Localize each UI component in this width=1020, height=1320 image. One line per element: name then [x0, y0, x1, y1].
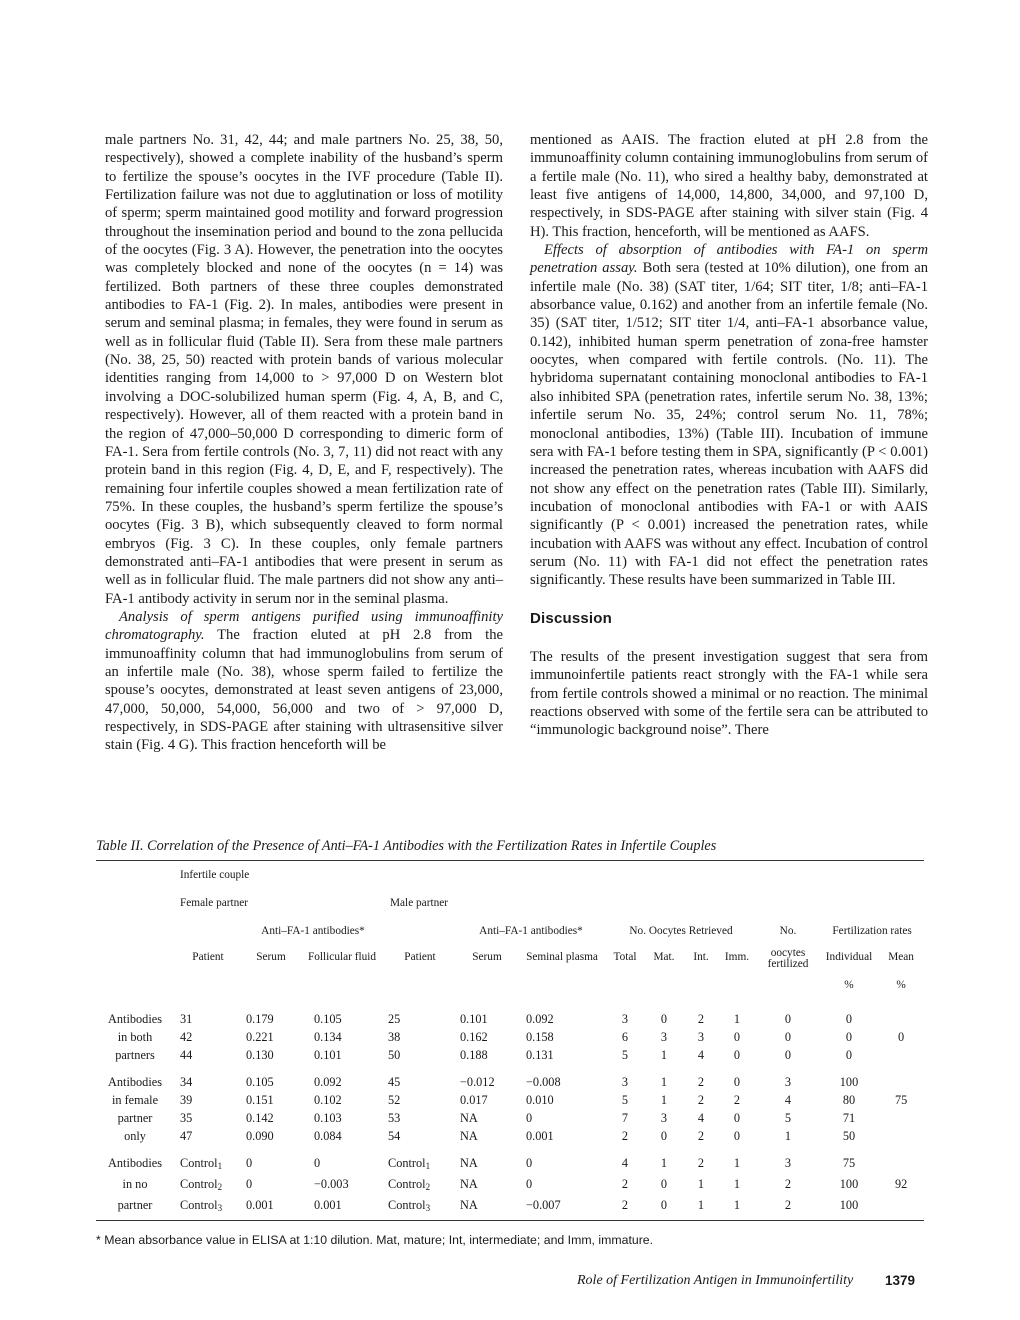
- male-serum: NA: [460, 1111, 478, 1125]
- table-row: [96, 1010, 924, 1028]
- header-percent-individual: %: [844, 979, 854, 991]
- oocytes-total: 7: [621, 1111, 629, 1125]
- header-percent-mean: %: [896, 979, 906, 991]
- table-footnote: * Mean absorbance value in ELISA at 1:10 dilution. Mat, mature; Int, intermediate; and Imm, immature.: [96, 1233, 654, 1247]
- rate-mean: [878, 1196, 924, 1217]
- oocytes-immature: 0: [733, 1030, 741, 1044]
- rate-mean: [878, 1046, 924, 1064]
- subsection-title-absorption: Effects of absorption of antibodies with FA-1 on sperm penetration assay.: [530, 242, 928, 277]
- rate-mean: [878, 1109, 924, 1127]
- oocytes-mature: 1: [660, 1048, 668, 1062]
- female-serum: 0.130: [246, 1048, 274, 1062]
- seminal-plasma: 0.158: [526, 1030, 554, 1044]
- follicular-fluid: 0.103: [314, 1111, 342, 1125]
- rate-mean: [878, 1010, 924, 1028]
- oocytes-total: 6: [621, 1030, 629, 1044]
- oocytes-mature: 0: [660, 1129, 668, 1143]
- group-spacer: [96, 1064, 924, 1073]
- header-female-partner: Female partner: [180, 897, 249, 909]
- header-imm: Imm.: [724, 951, 750, 963]
- header-follicular-fluid: Follicular fluid: [307, 951, 377, 963]
- right-paragraph-1: mentioned as AAIS. The fraction eluted at pH 2.8 from the immunoaffinity column containing immunoglobulins from serum of a fertile male (No. 11), who sired a healthy baby, demonstrated at least five antigens of 14,000, 14,800, 34,000, and 97,100 D, respectively, in SDS-PAGE after staining with silver stain (Fig. 4 H). This fraction, henceforth, will be mentioned as AAFS.: [530, 132, 928, 240]
- oocytes-immature: 0: [733, 1129, 741, 1143]
- female-patient: 34: [180, 1075, 193, 1089]
- oocytes-mature: 1: [660, 1093, 668, 1107]
- male-patient: 53: [388, 1111, 401, 1125]
- rate-mean: 75: [894, 1093, 908, 1107]
- running-head: Role of Fertilization Antigen in Immunoinfertility: [577, 1273, 854, 1288]
- rate-mean: [878, 1127, 924, 1145]
- male-patient: 38: [388, 1030, 401, 1044]
- group-label: in no: [122, 1177, 148, 1191]
- oocytes-immature: 0: [733, 1048, 741, 1062]
- header-anti-fa1-male: Anti–FA-1 antibodies*: [479, 925, 583, 937]
- follicular-fluid: 0.001: [314, 1198, 342, 1212]
- header-mean: Mean: [888, 951, 914, 963]
- table-row: [96, 1028, 924, 1046]
- rate-individual: 0: [845, 1048, 853, 1062]
- table-row: [96, 1091, 924, 1109]
- header-patient-female: Patient: [192, 951, 224, 963]
- oocytes-mature: 0: [660, 1177, 668, 1191]
- oocytes-intermediate: 2: [697, 1129, 705, 1143]
- oocytes-immature: 1: [733, 1156, 741, 1170]
- female-serum: 0.142: [246, 1111, 274, 1125]
- oocytes-immature: 0: [733, 1111, 741, 1125]
- follicular-fluid: 0: [314, 1156, 321, 1170]
- female-serum: 0.179: [246, 1012, 274, 1026]
- header-total: Total: [613, 951, 637, 963]
- header-oocytes-retrieved: No. Oocytes Retrieved: [629, 925, 733, 937]
- left-paragraph-2: [105, 608, 503, 755]
- female-patient: 44: [180, 1048, 193, 1062]
- oocytes-mature: 1: [660, 1156, 668, 1170]
- male-serum: 0.162: [460, 1030, 488, 1044]
- male-serum: −0.012: [460, 1075, 495, 1089]
- oocytes-intermediate: 4: [697, 1111, 705, 1125]
- header-int: Int.: [693, 951, 709, 963]
- female-serum: 0: [246, 1177, 253, 1191]
- male-serum: NA: [460, 1129, 478, 1143]
- rate-individual: 50: [842, 1129, 856, 1143]
- follicular-fluid: 0.092: [314, 1075, 342, 1089]
- oocytes-total: 3: [621, 1075, 629, 1089]
- header-oocytes-fertilized: oocytes fertilized: [767, 947, 809, 970]
- male-patient: 45: [388, 1075, 401, 1089]
- oocytes-total: 2: [621, 1198, 629, 1212]
- seminal-plasma: 0.001: [526, 1129, 554, 1143]
- female-patient: 31: [180, 1012, 193, 1026]
- left-paragraph-2-body: The fraction eluted at pH 2.8 from the immunoaffinity column that had immunoglobulins from serum of an infertile male (No. 38), whose sperm failed to fertilize the spouse’s oocytes, demonstrated at least seven antigens of 23,000, 47,000, 50,000, 54,000, 56,000 and two of > 97,000 D, respectively, in SDS-PAGE after staining with ultrasensitive silver stain (Fig. 4 G). This fraction henceforth will be: [105, 627, 503, 754]
- male-serum: 0.188: [460, 1048, 488, 1062]
- header-anti-fa1-female: Anti–FA-1 antibodies*: [261, 925, 365, 937]
- oocytes-mature: 1: [660, 1075, 668, 1089]
- discussion-heading: Discussion: [530, 609, 613, 627]
- seminal-plasma: 0: [526, 1156, 533, 1170]
- table-row: [96, 1046, 924, 1064]
- follicular-fluid: 0.101: [314, 1048, 342, 1062]
- right-paragraph-2: [530, 241, 928, 590]
- seminal-plasma: 0.131: [526, 1048, 554, 1062]
- female-patient: 39: [180, 1093, 193, 1107]
- table-bottom-rule: [96, 1220, 924, 1221]
- left-paragraph-1: male partners No. 31, 42, 44; and male partners No. 25, 38, 50, respectively), showed a complete inability of the husband’s sperm to fertilize the spouse’s oocytes in the IVF procedure (Table II). Fertilization failure was not due to agglutination or loss of motility of sperm; sperm maintained good motility and forward progression throughout the insemination period and bound to the zona pellucida of the oocytes (Fig. 3 A). However, the penetration into the oocytes was completely blocked and none of the oocytes (n = 14) was fertilized. Both partners of these three couples demonstrated antibodies to FA-1 (Fig. 2). In males, antibodies were present in serum and seminal plasma; in females, they were found in serum as well as in follicular fluid (Table II). Sera from these male partners (No. 38, 25, 50) reacted with protein bands of various molecular identities ranging from 14,000 to > 97,000 D on Western blot involving a DOC-solubilized human sperm (Fig. 4, A, B, and C, respectively). However, all of them reacted with a protein band in the region of 47,000–50,000 D corresponding to dimeric form of FA-1. Sera from fertile controls (No. 3, 7, 11) did not react with any protein band in this region (Fig. 4, D, E, and F, respectively). The remaining four infertile couples showed a mean fertilization rate of 75%. In these couples, the husband’s sperm fertilize the spouse’s oocytes (Fig. 3 B), which subsequently cleaved to form normal embryos (Fig. 3 C). In these couples, only female partners demonstrated anti–FA-1 antibodies that were present in serum as well as in follicular fluid. The male partners did not show any anti–FA-1 antibody activity in serum nor in the seminal plasma.: [105, 132, 503, 607]
- male-patient: Control$_3$: [388, 1198, 431, 1213]
- oocytes-intermediate: 1: [697, 1177, 705, 1191]
- seminal-plasma: −0.008: [526, 1075, 561, 1089]
- rate-individual: 75: [842, 1156, 856, 1170]
- male-serum: 0.101: [460, 1012, 488, 1026]
- oocytes-fertilized: 0: [784, 1030, 792, 1044]
- oocytes-immature: 0: [733, 1075, 741, 1089]
- seminal-plasma: −0.007: [526, 1198, 561, 1212]
- header-mat: Mat.: [653, 951, 675, 963]
- oocytes-intermediate: 2: [697, 1012, 705, 1026]
- oocytes-total: 2: [621, 1177, 629, 1191]
- female-serum: 0.151: [246, 1093, 274, 1107]
- group-label: Antibodies: [108, 1075, 162, 1089]
- female-serum: 0: [246, 1156, 253, 1170]
- oocytes-fertilized: 2: [784, 1198, 792, 1212]
- table-ii: [96, 866, 924, 1217]
- table-row: [96, 1154, 924, 1175]
- female-patient: Control$_1$: [180, 1156, 223, 1171]
- male-serum: NA: [460, 1156, 478, 1170]
- oocytes-fertilized: 1: [784, 1129, 792, 1143]
- male-patient: 25: [388, 1012, 401, 1026]
- left-column: [105, 131, 503, 755]
- oocytes-total: 5: [621, 1093, 629, 1107]
- table-row: [96, 1073, 924, 1091]
- header-serum-female: Serum: [256, 951, 286, 963]
- oocytes-intermediate: 4: [697, 1048, 705, 1062]
- rate-individual: 80: [842, 1093, 856, 1107]
- follicular-fluid: 0.084: [314, 1129, 342, 1143]
- table-caption: Table II. Correlation of the Presence of Anti–FA-1 Antibodies with the Fertilization Rates in Infertile Couples: [96, 838, 717, 854]
- rate-individual: 0: [845, 1012, 853, 1026]
- table-row: [96, 1127, 924, 1145]
- oocytes-fertilized: 3: [784, 1075, 792, 1089]
- female-patient: 47: [180, 1129, 193, 1143]
- female-serum: 0.105: [246, 1075, 274, 1089]
- group-label: in female: [111, 1093, 159, 1107]
- male-patient: Control$_1$: [388, 1156, 431, 1171]
- female-serum: 0.001: [246, 1198, 274, 1212]
- oocytes-total: 3: [621, 1012, 629, 1026]
- female-serum: 0.090: [246, 1129, 274, 1143]
- oocytes-fertilized: 0: [784, 1048, 792, 1062]
- oocytes-intermediate: 2: [697, 1075, 705, 1089]
- female-patient: 35: [180, 1111, 193, 1125]
- oocytes-mature: 0: [660, 1198, 668, 1212]
- seminal-plasma: 0.010: [526, 1093, 554, 1107]
- male-serum: NA: [460, 1198, 478, 1212]
- male-serum: 0.017: [460, 1093, 488, 1107]
- oocytes-intermediate: 2: [697, 1156, 705, 1170]
- rate-individual: 100: [839, 1075, 859, 1089]
- header-serum-male: Serum: [472, 951, 502, 963]
- rate-mean: 92: [894, 1177, 908, 1191]
- female-serum: 0.221: [246, 1030, 274, 1044]
- subsection-title-immunoaffinity: Analysis of sperm antigens purified using immunoaffinity chromatography.: [105, 608, 503, 644]
- oocytes-fertilized: 2: [784, 1177, 792, 1191]
- female-patient: Control$_3$: [180, 1198, 223, 1213]
- table-row: [96, 1175, 924, 1196]
- oocytes-immature: 1: [733, 1177, 741, 1191]
- right-column: [530, 131, 928, 740]
- oocytes-mature: 3: [660, 1030, 668, 1044]
- oocytes-mature: 3: [660, 1111, 668, 1125]
- oocytes-total: 2: [621, 1129, 629, 1143]
- header-seminal-plasma: Seminal plasma: [526, 951, 598, 963]
- table-row: [96, 1196, 924, 1217]
- oocytes-fertilized: 0: [784, 1012, 792, 1026]
- rate-individual: 100: [839, 1198, 859, 1212]
- oocytes-total: 4: [621, 1156, 629, 1170]
- header-no: No.: [779, 925, 797, 937]
- header-patient-male: Patient: [404, 951, 436, 963]
- female-patient: Control$_2$: [180, 1177, 223, 1192]
- follicular-fluid: 0.134: [314, 1030, 342, 1044]
- group-label: Antibodies: [108, 1012, 162, 1026]
- page-number: 1379: [885, 1273, 916, 1288]
- rate-individual: 100: [839, 1177, 859, 1191]
- rate-mean: [878, 1154, 924, 1175]
- right-paragraph-2-body: Both sera (tested at 10% dilution), one from an infertile male (No. 38) (SAT titer, 1/64; SIT titer, 1/8; anti–FA-1 absorbance value, 0.162) and another from an infertile female (No. 35) (SAT titer, 1/512; SIT titer 1/4, anti–FA-1 absorbance value, 0.142), inhibited human sperm penetration of zona-free hamster oocytes, when compared with fertile controls. (No. 11). The hybridoma supernatant containing monoclonal antibodies to FA-1 also inhibited SPA (penetration rates, infertile serum No. 38, 13%; infertile serum No. 35, 24%; control serum No. 11, 78%; monoclonal antibodies, 13%) (Table III). Incubation of immune sera with FA-1 before testing them in SPA, significantly (P < 0.001) increased the penetration rates, whereas incubation with AAFS did not show any effect on the penetration rates (Table III). Similarly, incubation of monoclonal antibodies with FA-1 or with AAIS significantly (P < 0.001) increased the penetration rates, while incubation with AAFS was without any effect. Incubation of control serum (No. 11) with FA-1 did not effect the penetration rates significantly. These results have been summarized in Table III.: [530, 260, 928, 589]
- follicular-fluid: −0.003: [314, 1177, 349, 1191]
- header-fertilization-rates: Fertilization rates: [832, 925, 912, 937]
- rate-individual: 0: [845, 1030, 853, 1044]
- header-individual: Individual: [825, 951, 873, 963]
- group-label: Antibodies: [108, 1156, 162, 1170]
- oocytes-intermediate: 2: [697, 1093, 705, 1107]
- follicular-fluid: 0.105: [314, 1012, 342, 1026]
- oocytes-immature: 2: [733, 1093, 741, 1107]
- rate-mean: [878, 1073, 924, 1091]
- group-label: partner: [117, 1198, 153, 1212]
- seminal-plasma: 0: [526, 1177, 533, 1191]
- table-row: [96, 1109, 924, 1127]
- group-label: only: [124, 1129, 146, 1143]
- follicular-fluid: 0.102: [314, 1093, 342, 1107]
- group-label: partner: [117, 1111, 153, 1125]
- oocytes-intermediate: 1: [697, 1198, 705, 1212]
- rate-individual: 71: [842, 1111, 856, 1125]
- oocytes-fertilized: 3: [784, 1156, 792, 1170]
- male-serum: NA: [460, 1177, 478, 1191]
- seminal-plasma: 0: [526, 1111, 533, 1125]
- header-male-partner: Male partner: [390, 897, 449, 909]
- group-label: partners: [115, 1048, 155, 1062]
- oocytes-fertilized: 4: [784, 1093, 792, 1107]
- oocytes-fertilized: 5: [784, 1111, 792, 1125]
- rate-mean: 0: [898, 1030, 905, 1044]
- header-infertile-couple: Infertile couple: [180, 869, 250, 881]
- seminal-plasma: 0.092: [526, 1012, 554, 1026]
- oocytes-immature: 1: [733, 1012, 741, 1026]
- oocytes-total: 5: [621, 1048, 629, 1062]
- group-spacer: [96, 1145, 924, 1154]
- male-patient: 54: [388, 1129, 401, 1143]
- table-top-rule: [96, 860, 924, 861]
- male-patient: 50: [388, 1048, 401, 1062]
- oocytes-mature: 0: [660, 1012, 668, 1026]
- oocytes-immature: 1: [733, 1198, 741, 1212]
- oocytes-intermediate: 3: [697, 1030, 705, 1044]
- female-patient: 42: [180, 1030, 193, 1044]
- group-label: in both: [117, 1030, 153, 1044]
- discussion-paragraph: The results of the present investigation suggest that sera from immunoinfertile patients react strongly with the FA-1 while sera from fertile controls showed a minimal or no reaction. The minimal reactions observed with some of the fertile sera can be attributed to “immunologic background noise”. There: [530, 648, 928, 739]
- male-patient: 52: [388, 1093, 401, 1107]
- male-patient: Control$_2$: [388, 1177, 431, 1192]
